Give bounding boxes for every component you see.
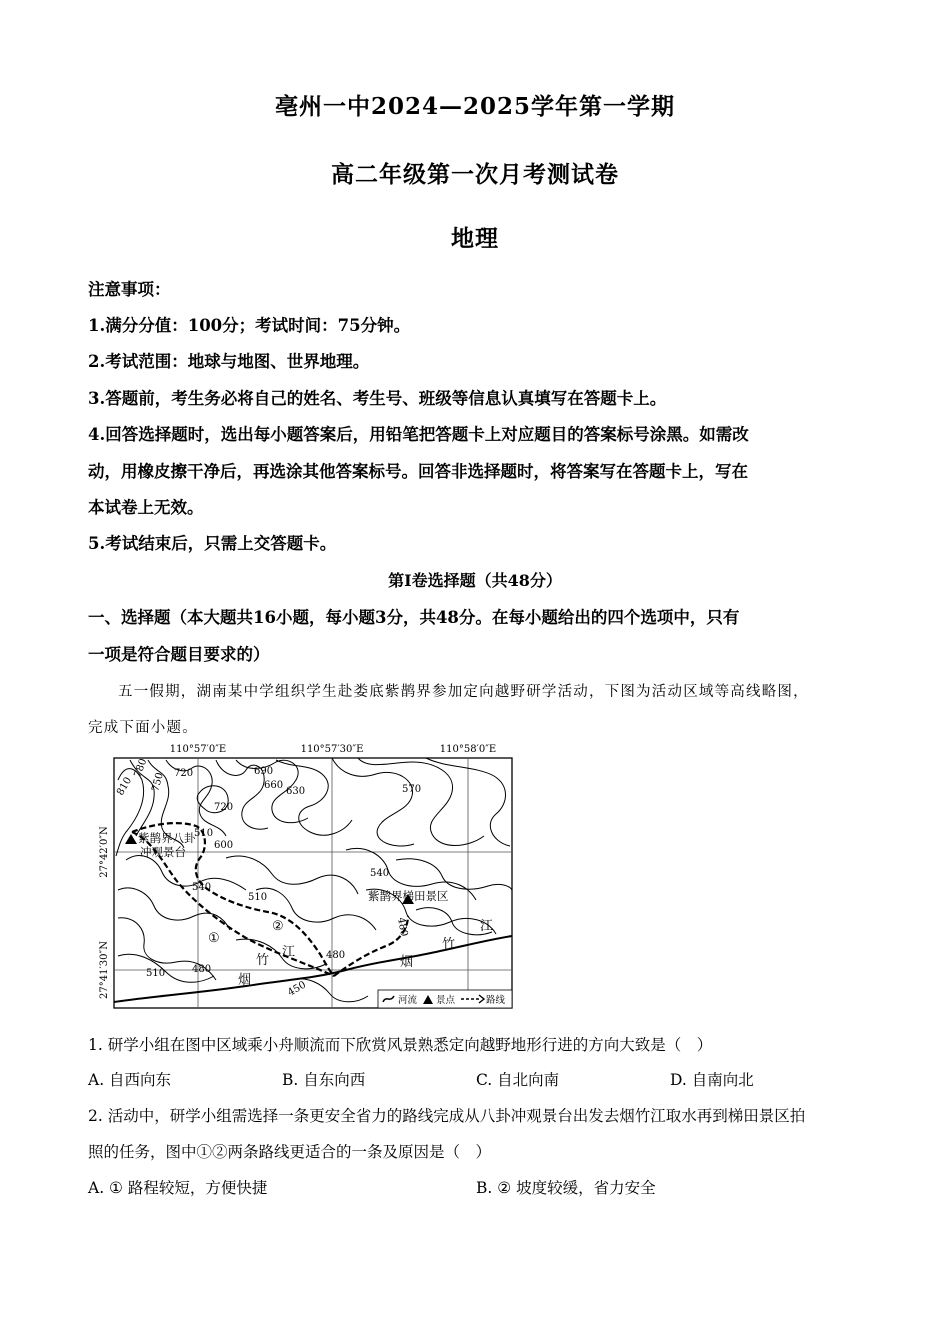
question-1-option-b: B. 自东向西 (282, 1071, 366, 1089)
part-title: 第Ⅰ卷选择题（共48分） (388, 571, 562, 590)
question-1-option-c: C. 自北向南 (476, 1071, 560, 1089)
intro-line-1: 五一假期，湖南某中学组织学生赴娄底紫鹊界参加定向越野研学活动，下图为活动区域等高线略图， (118, 684, 809, 700)
river-char: 竹 (256, 953, 270, 968)
notice-item-1: 1.满分分值：100分；考试时间：75分钟。 (88, 316, 411, 335)
contour-label: 510 (248, 892, 268, 903)
notice-item-4-line-2: 动，用橡皮擦干净后，再选涂其他答案标号。回答非选择题时，将答案写在答题卡上，写在 (88, 462, 748, 481)
route-mark-1: ① (208, 931, 220, 946)
contour-label: 510 (146, 968, 166, 979)
titian-scenic-label: 紫鹊界梯田景区 (368, 889, 449, 903)
lat-label: 27°42′0″N (99, 826, 110, 878)
lon-label: 110°58′0″E (439, 744, 497, 755)
contour-label: 540 (192, 882, 212, 893)
river-char: 烟 (400, 955, 414, 970)
contour-label: 480 (326, 950, 346, 961)
question-1-stem: 1. 研学小组在图中区域乘小舟顺流而下欣赏风景熟悉定向越野地形行进的方向大致是（ ） (88, 1036, 713, 1054)
notice-heading: 注意事项： (88, 280, 171, 299)
question-2-stem-line-2: 照的任务，图中①②两条路线更适合的一条及原因是（ ） (88, 1143, 492, 1161)
contour-label: 750 (150, 771, 166, 793)
exam-name-title: 高二年级第一次月考测试卷 (331, 161, 619, 188)
exam-school-title: 亳州一中2024—2025学年第一学期 (274, 93, 676, 120)
bagua-viewpoint-label: 冲观景台 (140, 845, 186, 859)
contour-label: 780 (132, 757, 150, 780)
legend-spot: 景点 (436, 995, 456, 1006)
contour-label: 510 (194, 828, 214, 839)
river-char: 江 (282, 945, 296, 960)
section-heading-line-2: 一项是符合题目要求的） (88, 645, 270, 664)
legend-route: 路线 (486, 995, 506, 1006)
lon-label: 110°57′30″E (300, 744, 364, 755)
contour-label: 600 (214, 840, 234, 851)
notice-item-5: 5.考试结束后，只需上交答题卡。 (88, 534, 337, 553)
contour-label: 810 (115, 775, 135, 798)
legend-river: 河流 (398, 995, 418, 1006)
contour-label: 450 (286, 979, 309, 999)
river-char: 竹 (442, 937, 456, 952)
question-2-stem-line-1: 2. 活动中，研学小组需选择一条更安全省力的路线完成从八卦冲观景台出发去烟竹江取水再到梯田景区拍 (88, 1107, 806, 1125)
map-legend (378, 990, 512, 1008)
lon-label: 110°57′0″E (169, 744, 227, 755)
contour-label: 660 (264, 780, 284, 791)
contour-label: 690 (254, 766, 274, 777)
intro-line-2: 完成下面小题。 (88, 720, 198, 736)
river-char: 烟 (238, 973, 252, 988)
contour-label: 480 (395, 916, 410, 938)
notice-item-3: 3.答题前，考生务必将自己的姓名、考生号、班级等信息认真填写在答题卡上。 (88, 389, 667, 408)
subject-title: 地理 (451, 225, 499, 252)
river-char: 江 (480, 919, 494, 934)
contour-label: 630 (286, 786, 306, 797)
contour-label: 720 (174, 768, 194, 779)
question-1-option-a: A. 自西向东 (88, 1071, 172, 1089)
question-1-option-d: D. 自南向北 (670, 1071, 754, 1089)
contour-label: 720 (214, 802, 234, 813)
contour-label: 480 (192, 964, 212, 975)
section-heading-line-1: 一、选择题（本大题共16小题，每小题3分，共48分。在每小题给出的四个选项中，只有 (88, 608, 740, 627)
contour-label: 570 (402, 784, 422, 795)
route-mark-2: ② (272, 919, 284, 934)
bagua-viewpoint-label: 紫鹊界八卦 (138, 831, 196, 845)
notice-item-2: 2.考试范围：地球与地图、世界地理。 (88, 352, 370, 371)
question-2-option-a: A. ① 路程较短，方便快捷 (88, 1179, 268, 1197)
notice-item-4-line-3: 本试卷上无效。 (88, 498, 204, 517)
contour-map (96, 740, 526, 1012)
question-2-option-b: B. ② 坡度较缓，省力安全 (476, 1179, 656, 1197)
contour-label: 540 (370, 868, 390, 879)
lat-label: 27°41′30″N (99, 941, 110, 999)
notice-item-4-line-1: 4.回答选择题时，选出每小题答案后，用铅笔把答题卡上对应题目的答案标号涂黑。如需改 (88, 425, 749, 444)
